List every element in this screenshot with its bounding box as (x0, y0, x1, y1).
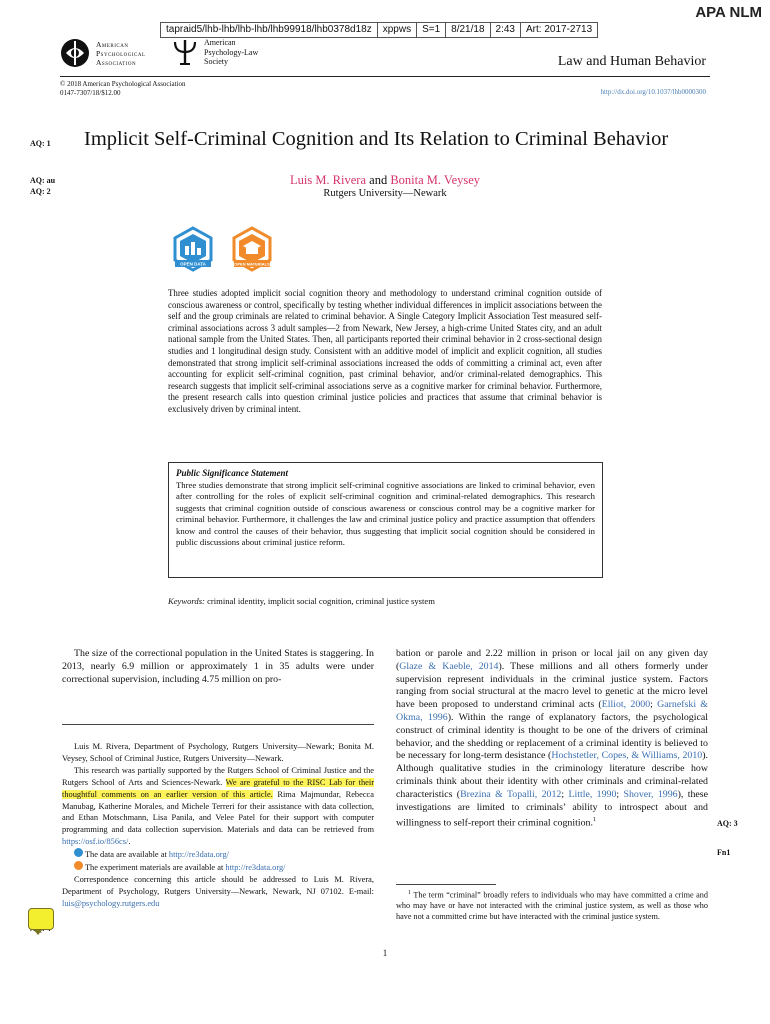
footnote-query-1[interactable]: Fn1 (717, 848, 731, 857)
intro-paragraph: The size of the correctional population in the United States is staggering. In 2013, nearly 6.9 million or approximately 1 in 35 adults were under correctional supervision, including 4.75 million on pro- (62, 648, 374, 685)
keywords (168, 596, 435, 606)
author-rivera[interactable]: Luis M. Rivera (289, 173, 367, 187)
funding-note (62, 765, 374, 848)
keywords-list: criminal identity, implicit social cognition, criminal justice system (204, 596, 435, 606)
proof-info-bar (160, 22, 598, 38)
copyright-line: © 2018 American Psychological Association (60, 80, 186, 88)
doi-link[interactable]: http://dx.doi.org/10.1037/lhb0000300 (600, 88, 706, 96)
open-materials-label: OPEN MATERIALS (234, 261, 270, 267)
apls-logo (172, 38, 258, 67)
affiliation: Rutgers University—Newark (323, 188, 447, 199)
public-significance-title: Public Significance Statement (176, 468, 288, 478)
open-data-small-icon (74, 848, 83, 857)
proof-time: 2:43 (491, 23, 521, 37)
comment-annotation-icon[interactable] (28, 908, 54, 930)
materials-availability-text: The experiment materials are available at (83, 863, 226, 873)
author-note-divider (62, 724, 374, 725)
citation-garnefski[interactable]: Garnefski & Okma, 1996 (396, 699, 708, 723)
body-paragraph (396, 648, 708, 830)
proof-article-id: Art: 2017-2713 (526, 24, 593, 35)
author-note (62, 741, 374, 910)
data-link[interactable]: http://re3data.org/ (168, 850, 229, 860)
footnote-marker[interactable]: 1 (592, 816, 597, 824)
open-data-badge[interactable] (170, 226, 216, 272)
footnote-number: 1 (408, 890, 411, 896)
citation-glaze[interactable]: Glaze & Kaeble, 2014 (399, 660, 499, 672)
body-text: ). Although qualitative studies in the criminology literature describe how criminals think about their identity with other criminals and criminal-related characteristics ( (396, 750, 708, 800)
author-conjunction: and (366, 173, 391, 187)
open-materials-small-icon (74, 861, 83, 870)
header-divider (60, 76, 710, 77)
footnote (396, 888, 708, 923)
copyright-notice (60, 80, 185, 97)
body-text: ; (561, 788, 569, 800)
funding-text: This research was partially supported by the Rutgers School of Criminal Justice and the Rutgers School of Arts and Sciences-Newark. (62, 765, 374, 787)
funding-end: . (128, 837, 131, 847)
data-availability-text: The data are available at (83, 850, 169, 860)
footnote-divider (396, 884, 496, 885)
materials-link[interactable]: http://re3data.org/ (225, 863, 286, 873)
apls-name-line-3: Society (204, 57, 228, 66)
open-data-icon (170, 226, 216, 272)
citation-shover[interactable]: Shover, 1996 (623, 788, 678, 800)
page-number: 1 (382, 948, 388, 958)
author-query-3[interactable]: AQ: 3 (717, 819, 738, 828)
proof-tag: APA NLM (695, 4, 762, 21)
journal-name: Law and Human Behavior (557, 54, 706, 69)
proof-stage: S=1 (417, 23, 446, 37)
author-query-au[interactable]: AQ: au (30, 176, 56, 185)
author-veysey[interactable]: Bonita M. Veysey (390, 173, 481, 187)
body-text: bation or parole and 2.22 million in prison or local jail on any given day ( (396, 648, 708, 672)
osf-link[interactable]: https://osf.io/856cs/ (62, 837, 129, 847)
citation-hochstetler[interactable]: Hochstetler, Copes, & Williams, 2010 (551, 750, 703, 762)
proof-date: 8/21/18 (446, 23, 490, 37)
apa-name-line-1: American (96, 39, 129, 49)
open-data-label: OPEN DATA (180, 261, 206, 267)
author-query-2[interactable]: AQ: 2 (30, 187, 51, 196)
highlighted-acknowledgment[interactable]: We are grateful to the RISC Lab for their thoughtful comments on an earlier version of this article. (62, 777, 374, 799)
keywords-label: Keywords: (168, 596, 205, 606)
proof-system: xppws (378, 23, 417, 37)
public-significance-box (168, 462, 603, 578)
apa-name-line-2: Psychological (96, 48, 146, 58)
body-text: ; (650, 699, 658, 711)
author-query-1[interactable]: AQ: 1 (30, 139, 51, 148)
open-materials-badge[interactable] (229, 226, 275, 272)
apls-name-line-1: American (204, 38, 236, 47)
email-link[interactable]: luis@psychology.rutgers.edu (62, 898, 160, 908)
apa-emblem-icon (60, 38, 90, 68)
citation-elliot[interactable]: Elliot, 2000 (601, 699, 651, 711)
acknowledgment-text: Rima Majmundar, Rebecca Manubag, Katherine Morales, and Michele Terreri for their assistance with data collection, and Ethan Motschmann, Lisa Panila, and Velee Patel for their support with computer programming and data collection supervision. Materials and data can be retrieved from (62, 789, 374, 835)
author-line (0, 173, 770, 188)
psi-emblem-icon (172, 38, 198, 66)
body-text: ), these investigations are limited to criminals’ ability to introspect about and willingness to self-report their criminal cognition. (396, 788, 708, 829)
correspondence-text: Correspondence concerning this article should be addressed to Luis M. Rivera, Department of Psychology, Rutgers University—Newark, Newark, NJ 07102. E-mail: (62, 874, 374, 896)
citation-little[interactable]: Little, 1990 (568, 788, 617, 800)
apa-logo (60, 38, 146, 68)
materials-availability-note (62, 861, 374, 874)
author-affiliations-note: Luis M. Rivera, Department of Psychology, Rutgers University—Newark; Bonita M. Veysey, School of Criminal Justice, Rutgers University—Newark. (62, 742, 374, 763)
body-text: ). Within the range of explanatory factors, the psychological construct of criminal identity is thought to be one of the drivers of criminal behavior, and the shedding or replacement of a criminal identity is believed to be necessary for long-term desistance ( (396, 711, 708, 762)
citation-brezina[interactable]: Brezina & Topalli, 2012 (460, 788, 562, 800)
body-text: ; (616, 788, 624, 800)
data-availability-note (62, 848, 374, 861)
article-title: Implicit Self-Criminal Cognition and Its Relation to Criminal Behavior (84, 128, 669, 150)
apa-name-line-3: Association (96, 57, 137, 67)
body-text: ). These millions and all others formerly under supervision represent individuals in the criminal justice system. Factors ranging from social structural at the macro level to genetic at the micro level have been proposed to understand criminal acts ( (396, 660, 708, 711)
open-materials-icon (229, 226, 275, 272)
abstract: Three studies adopted implicit social cognition theory and methodology to understand criminal cognition outside of conscious awareness or control, specifically by testing whether individual differences in implicit associations between the self and the group criminals are related to criminal behavior. A Single Category Implicit Association Test measured self-criminal associations across 3 adult samples—2 from Newark, New Jersey, a high-crime United States city, and an adult national sample from the United States. Then, all participants reported their criminal behavior in 2 cross-sectional design studies and 1 longitudinal design study. Consistent with an additive model of implicit and explicit cognition, all studies demonstrated that strong implicit self-criminal associations increased the odds of committing a criminal act, even after accounting for explicit self-criminal cognition, past criminal behavior, and/or criminal-related demographics. This research suggests that implicit self-criminal associations serve as a cognitive marker for criminal behavior. Furthermore, the present research calls into question criminal justice policies and practices that assume that criminal behavior is exclusively driven by criminal intent. (168, 288, 602, 414)
apls-name-line-2: Psychology-Law (204, 47, 259, 57)
issn-line: 0147-7307/18/$12.00 (60, 88, 121, 97)
public-significance-text: Three studies demonstrate that strong implicit self-criminal cognitive associations are linked to criminal behavior, even after controlling for the roles of explicit self-criminal cognition and criminal-related demographics. This research suggests that criminal cognition outside of conscious awareness or conscious control may be a cognitive marker for criminal behavior. Furthermore, it challenges the law and criminal justice policy and practice assumption that offenders know and control the causes of their behavior, thus suggesting that implicit social cognition should be considered in public discussions about criminal justice reform. (176, 479, 595, 547)
proof-file-path: tapraid5/lhb-lhb/lhb-lhb/lhb99918/lhb0378d18z (161, 23, 378, 37)
footnote-text: The term “criminal” broadly refers to individuals who may have committed a crime and who may have or have not interacted with the criminal justice system, as well as those who have not a committed crime but have interacted with the criminal justice system. (396, 890, 708, 921)
correspondence-note (62, 874, 374, 910)
